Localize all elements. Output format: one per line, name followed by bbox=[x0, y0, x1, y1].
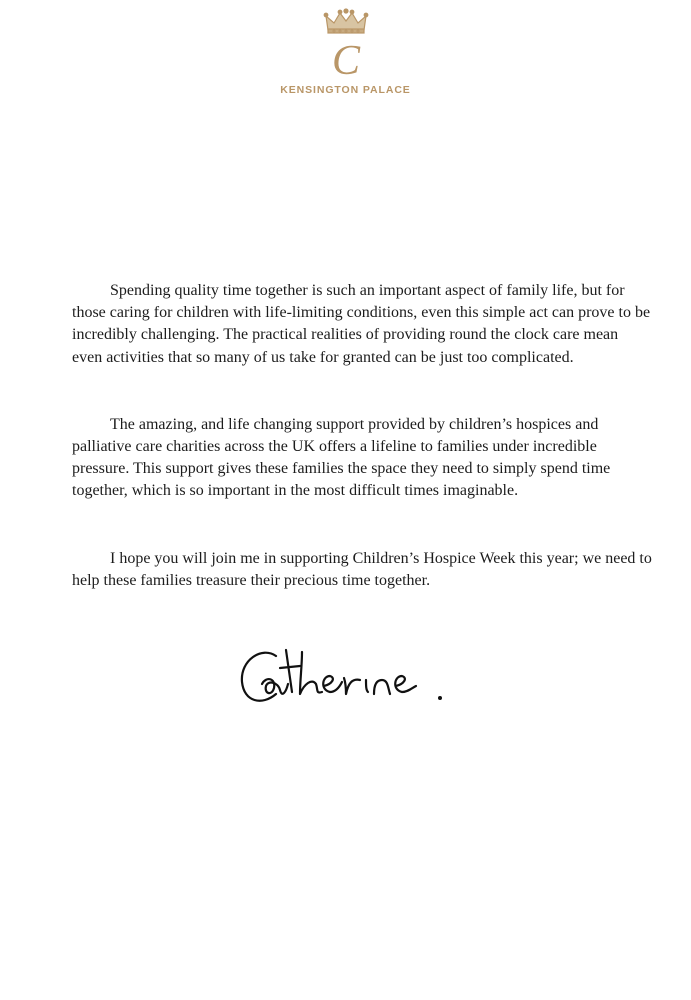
crown-monogram-icon bbox=[316, 8, 376, 82]
paragraph: The amazing, and life changing support provided by children’s hospices and palliative care charities across the UK offers a lifeline to families under incredible pressure. This support gives these families the space they need to simply spend time together, which is so important in the most difficult times imaginable. bbox=[72, 415, 611, 500]
letter-body bbox=[72, 280, 652, 637]
letterhead bbox=[0, 8, 691, 96]
paragraph: Spending quality time together is such an important aspect of family life, but for those caring for children with life-limiting conditions, even this simple act can prove to be incredibly challenging. The practical realities of providing round the clock care mean even activities that so many of us take for granted can be just too complicated. bbox=[72, 282, 651, 366]
crest-monogram: C bbox=[331, 38, 360, 82]
paragraph: I hope you will join me in supporting Children’s Hospice Week this year; we need to help these families treasure their precious time together. bbox=[72, 549, 652, 589]
signature bbox=[232, 640, 472, 720]
palace-name: KENSINGTON PALACE bbox=[280, 84, 411, 96]
